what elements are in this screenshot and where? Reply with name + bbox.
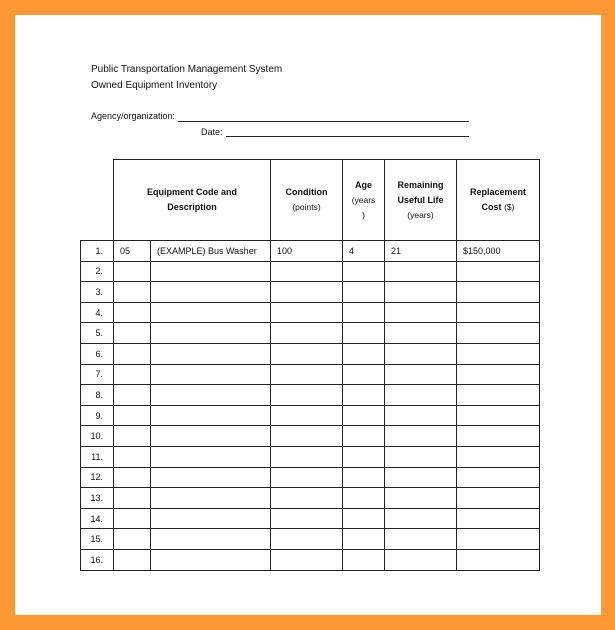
- condition-cell[interactable]: [271, 343, 343, 364]
- row-number: 4.: [81, 302, 114, 323]
- remaining-life-cell[interactable]: [385, 426, 457, 447]
- remaining-life-cell[interactable]: 21: [385, 241, 457, 262]
- replacement-cost-cell[interactable]: [457, 446, 540, 467]
- description-cell[interactable]: [151, 405, 271, 426]
- table-row: [81, 405, 540, 426]
- row-number: 13.: [81, 488, 114, 509]
- replacement-cost-cell[interactable]: [457, 426, 540, 447]
- condition-cell[interactable]: [271, 282, 343, 303]
- age-cell[interactable]: [343, 405, 385, 426]
- description-cell[interactable]: (EXAMPLE) Bus Washer: [151, 241, 271, 262]
- condition-cell[interactable]: [271, 549, 343, 570]
- description-cell[interactable]: [151, 508, 271, 529]
- row-number: 16.: [81, 549, 114, 570]
- description-cell[interactable]: [151, 343, 271, 364]
- equipment-code-cell[interactable]: [114, 467, 151, 488]
- replacement-cost-cell[interactable]: [457, 549, 540, 570]
- table-row: [81, 343, 540, 364]
- row-number: 7.: [81, 364, 114, 385]
- row-number: 9.: [81, 405, 114, 426]
- age-cell[interactable]: [343, 508, 385, 529]
- description-cell[interactable]: [151, 261, 271, 282]
- condition-cell[interactable]: [271, 467, 343, 488]
- remaining-life-cell[interactable]: [385, 261, 457, 282]
- row-number: 5.: [81, 323, 114, 344]
- header-age: Age (years ): [343, 160, 385, 241]
- replacement-cost-cell[interactable]: [457, 508, 540, 529]
- document-page: [15, 15, 601, 615]
- age-cell[interactable]: [343, 488, 385, 509]
- row-number: 12.: [81, 467, 114, 488]
- equipment-code-cell[interactable]: [114, 343, 151, 364]
- header-replacement-cost: Replacement Cost ($): [457, 160, 540, 241]
- age-cell[interactable]: 4: [343, 241, 385, 262]
- system-title: Public Transportation Management System: [91, 64, 283, 75]
- age-cell[interactable]: [343, 364, 385, 385]
- equipment-code-cell[interactable]: [114, 261, 151, 282]
- replacement-cost-cell[interactable]: [457, 529, 540, 550]
- header-condition: Condition (points): [271, 160, 343, 241]
- description-cell[interactable]: [151, 302, 271, 323]
- condition-cell[interactable]: [271, 508, 343, 529]
- equipment-code-cell[interactable]: [114, 405, 151, 426]
- table-row: [81, 364, 540, 385]
- table-row: [81, 529, 540, 550]
- replacement-cost-cell[interactable]: [457, 282, 540, 303]
- table-row: [81, 549, 540, 570]
- replacement-cost-cell[interactable]: [457, 405, 540, 426]
- equipment-code-cell[interactable]: [114, 364, 151, 385]
- equipment-code-cell[interactable]: [114, 446, 151, 467]
- age-cell[interactable]: [343, 343, 385, 364]
- replacement-cost-cell[interactable]: [457, 323, 540, 344]
- remaining-life-cell[interactable]: [385, 549, 457, 570]
- table-row: [81, 446, 540, 467]
- age-cell[interactable]: [343, 446, 385, 467]
- row-number: 10.: [81, 426, 114, 447]
- condition-cell[interactable]: [271, 364, 343, 385]
- remaining-life-cell[interactable]: [385, 529, 457, 550]
- row-number: 1.: [81, 241, 114, 262]
- remaining-life-cell[interactable]: [385, 488, 457, 509]
- remaining-life-cell[interactable]: [385, 282, 457, 303]
- remaining-life-cell[interactable]: [385, 302, 457, 323]
- remaining-life-cell[interactable]: [385, 385, 457, 406]
- document-header: [91, 62, 282, 94]
- condition-cell[interactable]: [271, 323, 343, 344]
- table-row: [81, 261, 540, 282]
- age-cell[interactable]: [343, 261, 385, 282]
- description-cell[interactable]: [151, 385, 271, 406]
- equipment-code-cell[interactable]: [114, 426, 151, 447]
- row-number: 8.: [81, 385, 114, 406]
- description-cell[interactable]: [151, 323, 271, 344]
- age-cell[interactable]: [343, 323, 385, 344]
- age-cell[interactable]: [343, 426, 385, 447]
- equipment-code-cell[interactable]: [114, 508, 151, 529]
- row-number: 15.: [81, 529, 114, 550]
- row-number: 2.: [81, 261, 114, 282]
- table-row: [81, 467, 540, 488]
- condition-cell[interactable]: 100: [271, 241, 343, 262]
- table-row: [81, 302, 540, 323]
- remaining-life-cell[interactable]: [385, 508, 457, 529]
- equipment-code-cell[interactable]: [114, 282, 151, 303]
- remaining-life-cell[interactable]: [385, 446, 457, 467]
- condition-cell[interactable]: [271, 426, 343, 447]
- agency-label: Agency/organization:: [91, 111, 176, 121]
- replacement-cost-cell[interactable]: [457, 488, 540, 509]
- equipment-code-cell[interactable]: [114, 302, 151, 323]
- equipment-code-cell[interactable]: [114, 549, 151, 570]
- table-row: [81, 323, 540, 344]
- description-cell[interactable]: [151, 488, 271, 509]
- equipment-code-cell[interactable]: [114, 385, 151, 406]
- header-equipment: Equipment Code and Description: [114, 160, 271, 241]
- condition-cell[interactable]: [271, 529, 343, 550]
- agency-field-line[interactable]: [178, 121, 469, 122]
- replacement-cost-cell[interactable]: [457, 364, 540, 385]
- condition-cell[interactable]: [271, 446, 343, 467]
- description-cell[interactable]: [151, 364, 271, 385]
- equipment-code-cell[interactable]: 05: [114, 241, 151, 262]
- row-number: 6.: [81, 343, 114, 364]
- header-blank: [81, 160, 114, 241]
- replacement-cost-cell[interactable]: [457, 467, 540, 488]
- table-row: [81, 426, 540, 447]
- remaining-life-cell[interactable]: [385, 405, 457, 426]
- age-cell[interactable]: [343, 529, 385, 550]
- replacement-cost-cell[interactable]: [457, 261, 540, 282]
- description-cell[interactable]: [151, 282, 271, 303]
- description-cell[interactable]: [151, 426, 271, 447]
- description-cell[interactable]: [151, 446, 271, 467]
- remaining-life-cell[interactable]: [385, 467, 457, 488]
- table-header-row: [81, 160, 540, 241]
- condition-cell[interactable]: [271, 302, 343, 323]
- replacement-cost-cell[interactable]: $150,000: [457, 241, 540, 262]
- equipment-code-cell[interactable]: [114, 488, 151, 509]
- age-cell[interactable]: [343, 385, 385, 406]
- row-number: 11.: [81, 446, 114, 467]
- replacement-cost-cell[interactable]: [457, 385, 540, 406]
- condition-cell[interactable]: [271, 385, 343, 406]
- remaining-life-cell[interactable]: [385, 343, 457, 364]
- table-body: [81, 241, 540, 571]
- condition-cell[interactable]: [271, 261, 343, 282]
- condition-cell[interactable]: [271, 405, 343, 426]
- age-cell[interactable]: [343, 549, 385, 570]
- replacement-cost-cell[interactable]: [457, 302, 540, 323]
- date-label: Date:: [201, 127, 223, 137]
- age-cell[interactable]: [343, 282, 385, 303]
- inventory-table: [80, 159, 540, 571]
- remaining-life-cell[interactable]: [385, 364, 457, 385]
- table-row: [81, 508, 540, 529]
- table-row: [81, 488, 540, 509]
- description-cell[interactable]: [151, 467, 271, 488]
- replacement-cost-cell[interactable]: [457, 343, 540, 364]
- row-number: 3.: [81, 282, 114, 303]
- row-number: 14.: [81, 508, 114, 529]
- equipment-code-cell[interactable]: [114, 529, 151, 550]
- description-cell[interactable]: [151, 529, 271, 550]
- header-remaining-life: Remaining Useful Life (years): [385, 160, 457, 241]
- age-cell[interactable]: [343, 302, 385, 323]
- table-row: [81, 385, 540, 406]
- table-row: [81, 241, 540, 262]
- age-cell[interactable]: [343, 467, 385, 488]
- equipment-code-cell[interactable]: [114, 323, 151, 344]
- table-row: [81, 282, 540, 303]
- condition-cell[interactable]: [271, 488, 343, 509]
- description-cell[interactable]: [151, 549, 271, 570]
- document-title: Owned Equipment Inventory: [91, 80, 218, 91]
- remaining-life-cell[interactable]: [385, 323, 457, 344]
- date-field-line[interactable]: [226, 136, 469, 137]
